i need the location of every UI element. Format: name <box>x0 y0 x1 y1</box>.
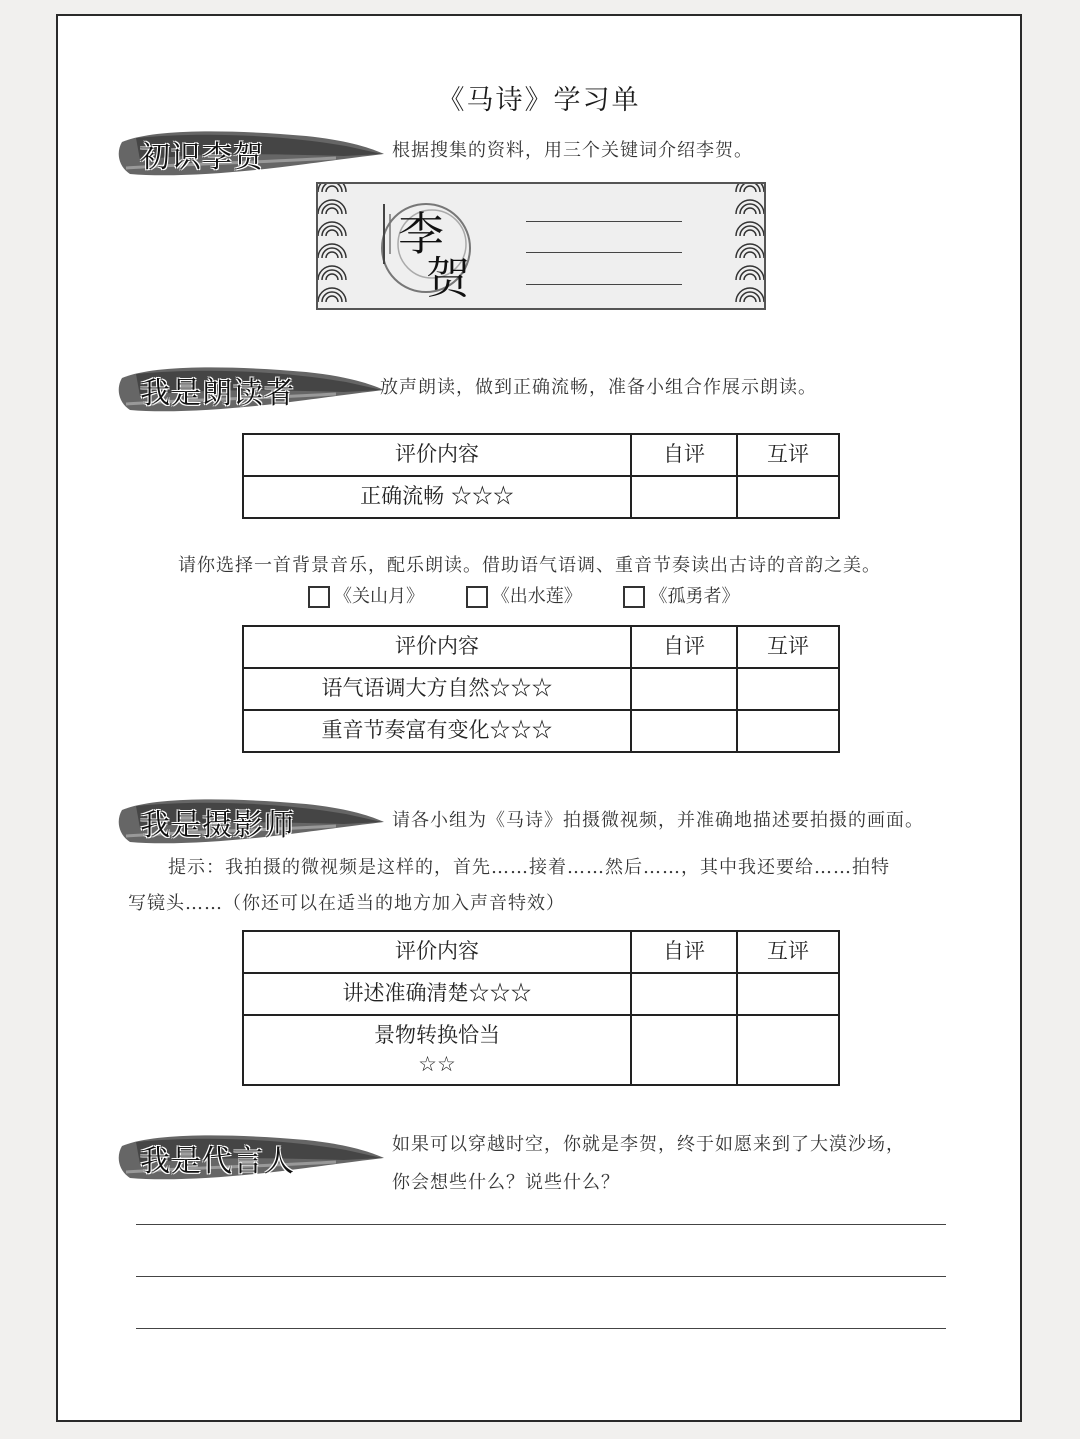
section-banner-spokesperson <box>116 1124 386 1194</box>
music-choice-option[interactable] <box>466 582 582 608</box>
peer-eval-cell[interactable] <box>737 668 839 710</box>
header-cell: 互评 <box>737 434 839 476</box>
peer-eval-cell[interactable] <box>737 476 839 518</box>
choice-label: 《孤勇者》 <box>649 586 740 607</box>
header-cell: 评价内容 <box>243 434 631 476</box>
worksheet <box>56 14 1022 1422</box>
music-choice-option[interactable] <box>308 582 424 608</box>
answer-line-2[interactable] <box>136 1276 946 1277</box>
section-instruction <box>392 1126 905 1202</box>
music-eval-table <box>242 625 840 753</box>
criteria-cell: 语气语调大方自然☆☆☆ <box>243 668 631 710</box>
keyword-line-1[interactable] <box>526 221 682 222</box>
answer-line-1[interactable] <box>136 1224 946 1225</box>
table-row <box>243 973 839 1015</box>
criteria-cell <box>243 1015 631 1085</box>
section-banner-reader <box>116 356 386 426</box>
peer-eval-cell[interactable] <box>737 973 839 1015</box>
table-row <box>243 1015 839 1085</box>
self-eval-cell[interactable] <box>631 668 737 710</box>
criteria-stars: ☆☆ <box>418 1052 456 1076</box>
li-he-name-card <box>316 182 766 310</box>
table-header-row <box>243 626 839 668</box>
music-choice-option[interactable] <box>623 582 739 608</box>
photography-eval-table <box>242 930 840 1086</box>
peer-eval-cell[interactable] <box>737 710 839 752</box>
music-prompt: 请你选择一首背景音乐，配乐朗读。借助语气语调、重音节奏读出古诗的音韵之美。 <box>178 555 881 576</box>
criteria-cell: 正确流畅 ☆☆☆ <box>243 476 631 518</box>
photography-hint <box>128 850 958 922</box>
card-name-he: 贺 <box>426 253 470 304</box>
table-row <box>243 476 839 518</box>
hint-line: 提示：我拍摄的微视频是这样的，首先……接着……然后……，其中我还要给……拍特 <box>168 857 890 878</box>
wave-pattern-icon <box>318 184 348 308</box>
section-banner-intro <box>116 120 386 190</box>
peer-eval-cell[interactable] <box>737 1015 839 1085</box>
instruction-line: 你会想些什么？说些什么？ <box>392 1172 620 1193</box>
music-choices <box>308 582 775 608</box>
self-eval-cell[interactable] <box>631 710 737 752</box>
checkbox-icon[interactable] <box>308 586 330 608</box>
section-heading: 我是代言人 <box>140 1144 295 1179</box>
keyword-line-3[interactable] <box>526 284 682 285</box>
choice-label: 《关山月》 <box>334 586 424 607</box>
card-name-li: 李 <box>398 207 444 261</box>
section-heading: 初识李贺 <box>140 140 264 175</box>
keyword-line-2[interactable] <box>526 252 682 253</box>
page-title: 《马诗》学习单 <box>437 85 641 116</box>
reading-eval-table <box>242 433 840 519</box>
header-cell: 互评 <box>737 626 839 668</box>
self-eval-cell[interactable] <box>631 973 737 1015</box>
hint-line: 写镜头……（你还可以在适当的地方加入声音特效） <box>128 893 565 914</box>
self-eval-cell[interactable] <box>631 476 737 518</box>
section-heading: 我是朗读者 <box>140 376 295 411</box>
choice-label: 《出水莲》 <box>491 586 582 607</box>
checkbox-icon[interactable] <box>466 586 488 608</box>
header-cell: 自评 <box>631 626 737 668</box>
section-instruction: 根据搜集的资料，用三个关键词介绍李贺。 <box>392 140 753 161</box>
header-cell: 评价内容 <box>243 931 631 973</box>
criteria-cell: 讲述准确清楚☆☆☆ <box>243 973 631 1015</box>
section-banner-photographer <box>116 788 386 858</box>
section-instruction: 请各小组为《马诗》拍摄微视频，并准确地描述要拍摄的画面。 <box>392 810 924 831</box>
table-header-row <box>243 931 839 973</box>
table-row <box>243 668 839 710</box>
header-cell: 互评 <box>737 931 839 973</box>
checkbox-icon[interactable] <box>623 586 645 608</box>
header-cell: 自评 <box>631 434 737 476</box>
self-eval-cell[interactable] <box>631 1015 737 1085</box>
section-instruction: 放声朗读，做到正确流畅，准备小组合作展示朗读。 <box>380 377 817 398</box>
criteria-cell: 重音节奏富有变化☆☆☆ <box>243 710 631 752</box>
section-heading: 我是摄影师 <box>140 808 295 843</box>
header-cell: 自评 <box>631 931 737 973</box>
criteria-text: 景物转换恰当 <box>374 1022 500 1047</box>
header-cell: 评价内容 <box>243 626 631 668</box>
table-header-row <box>243 434 839 476</box>
instruction-line: 如果可以穿越时空，你就是李贺，终于如愿来到了大漠沙场， <box>392 1134 905 1155</box>
table-row <box>243 710 839 752</box>
wave-pattern-icon <box>734 184 764 308</box>
answer-line-3[interactable] <box>136 1328 946 1329</box>
